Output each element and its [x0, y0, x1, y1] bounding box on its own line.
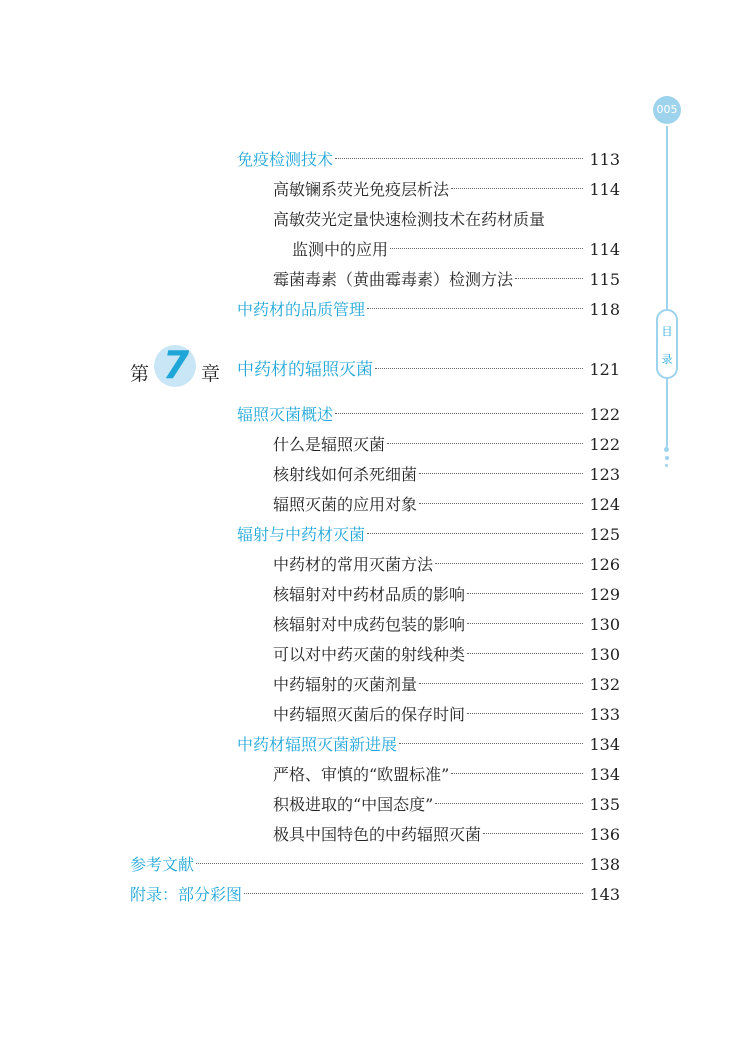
entry-page: 123: [589, 465, 620, 484]
leader-dots: [419, 503, 583, 504]
leader-dots: [435, 563, 583, 564]
decor-dot: [665, 464, 668, 467]
toc-item-entry[interactable]: [273, 582, 620, 608]
leader-dots: [467, 713, 583, 714]
toc-section-entry[interactable]: [237, 402, 620, 428]
chapter-title: 中药材的辐照灭菌: [237, 360, 373, 380]
toc-section-entry[interactable]: [237, 297, 620, 323]
entry-label: 中药材的品质管理: [237, 300, 366, 319]
leader-dots: [467, 623, 583, 624]
entry-label: 中药辐射的灭菌剂量: [273, 675, 418, 694]
entry-page: 118: [589, 300, 620, 319]
entry-page: 122: [589, 405, 620, 424]
entry-page: 114: [589, 180, 620, 199]
page-number-badge: 005: [653, 96, 681, 124]
toc-item-entry[interactable]: [273, 267, 620, 293]
leader-dots: [387, 443, 583, 444]
toc-section-entry[interactable]: [130, 882, 620, 908]
toc-section-entry[interactable]: [237, 732, 620, 758]
toc-item-entry[interactable]: [273, 702, 620, 728]
toc-section-entry[interactable]: [130, 852, 620, 878]
leader-dots: [451, 188, 583, 189]
entry-label: 辐照灭菌的应用对象: [273, 495, 418, 514]
entry-page: 134: [589, 735, 620, 754]
toc-item-entry[interactable]: [273, 642, 620, 668]
toc-item-entry[interactable]: [273, 792, 620, 818]
entry-page: 115: [589, 270, 620, 289]
entry-page: 125: [589, 525, 620, 544]
toc-item-entry[interactable]: [273, 432, 620, 458]
leader-dots: [419, 473, 583, 474]
entry-page: 113: [589, 150, 620, 169]
entry-label: 核射线如何杀死细菌: [273, 465, 418, 484]
entry-label: 核辐射对中成药包装的影响: [273, 615, 466, 634]
entry-page: 114: [589, 240, 620, 259]
entry-label: 核辐射对中药材品质的影响: [273, 585, 466, 604]
chapter-prefix: 第: [130, 363, 150, 385]
toc-section-entry[interactable]: [237, 147, 620, 173]
entry-label: 积极进取的“中国态度”: [273, 795, 434, 814]
entry-label: 免疫检测技术: [237, 150, 334, 169]
leader-dots: [375, 368, 583, 369]
decor-dot: [665, 456, 669, 460]
side-tab-char-1: 目: [661, 325, 673, 338]
toc-item-entry[interactable]: [273, 177, 620, 203]
entry-label: 参考文献: [130, 855, 195, 874]
toc-item-entry[interactable]: [273, 552, 620, 578]
entry-label: 极具中国特色的中药辐照灭菌: [273, 825, 482, 844]
entry-page: 138: [589, 855, 620, 874]
side-divider: [666, 126, 668, 309]
entry-label: 附录：部分彩图: [130, 885, 243, 904]
leader-dots: [244, 893, 583, 894]
entry-page: 126: [589, 555, 620, 574]
entry-page: 130: [589, 615, 620, 634]
leader-dots: [335, 158, 583, 159]
entry-label: 辐射与中药材灭菌: [237, 525, 366, 544]
leader-dots: [390, 248, 583, 249]
leader-dots: [467, 593, 583, 594]
entry-label: 监测中的应用: [292, 240, 389, 259]
side-tab-char-2: 录: [661, 353, 673, 366]
toc-item-entry[interactable]: [273, 672, 620, 698]
entry-page: 124: [589, 495, 620, 514]
leader-dots: [451, 773, 583, 774]
entry-page: 130: [589, 645, 620, 664]
leader-dots: [515, 278, 583, 279]
entry-label: 辐照灭菌概述: [237, 405, 334, 424]
decor-dot: [664, 447, 669, 452]
entry-page: 134: [589, 765, 620, 784]
toc-item-entry[interactable]: [273, 612, 620, 638]
entry-label: 中药材辐照灭菌新进展: [237, 735, 398, 754]
contents-side-tab: [656, 309, 678, 379]
chapter-number: 7: [162, 343, 190, 387]
leader-dots: [399, 743, 583, 744]
entry-page: 121: [589, 360, 620, 379]
entry-page: 143: [589, 885, 620, 904]
leader-dots: [483, 833, 583, 834]
chapter-suffix: 章: [201, 363, 221, 385]
entry-page: 132: [589, 675, 620, 694]
leader-dots: [335, 413, 583, 414]
leader-dots: [196, 863, 583, 864]
leader-dots: [367, 308, 583, 309]
entry-page: 135: [589, 795, 620, 814]
leader-dots: [367, 533, 583, 534]
toc-item-entry[interactable]: [292, 237, 620, 263]
toc-item-entry[interactable]: [273, 492, 620, 518]
entry-page: 136: [589, 825, 620, 844]
entry-page: 122: [589, 435, 620, 454]
entry-page: 133: [589, 705, 620, 724]
entry-label-line1[interactable]: 高敏荧光定量快速检测技术在药材质量: [273, 210, 546, 229]
toc-item-entry[interactable]: [273, 762, 620, 788]
leader-dots: [419, 683, 583, 684]
leader-dots: [467, 653, 583, 654]
entry-label: 中药材的常用灭菌方法: [273, 555, 434, 574]
entry-label: 霉菌毒素（黄曲霉毒素）检测方法: [273, 270, 514, 289]
leader-dots: [435, 803, 583, 804]
side-divider: [666, 379, 668, 447]
entry-label: 什么是辐照灭菌: [273, 435, 386, 454]
toc-item-entry[interactable]: [273, 462, 620, 488]
chapter-title-entry[interactable]: [237, 357, 620, 383]
entry-label: 中药辐照灭菌后的保存时间: [273, 705, 466, 724]
toc-section-entry[interactable]: [237, 522, 620, 548]
entry-label: 高敏镧系荧光免疫层析法: [273, 180, 450, 199]
toc-item-entry[interactable]: [273, 822, 620, 848]
entry-label: 严格、审慎的“欧盟标准”: [273, 765, 450, 784]
entry-page: 129: [589, 585, 620, 604]
entry-label: 可以对中药灭菌的射线种类: [273, 645, 466, 664]
